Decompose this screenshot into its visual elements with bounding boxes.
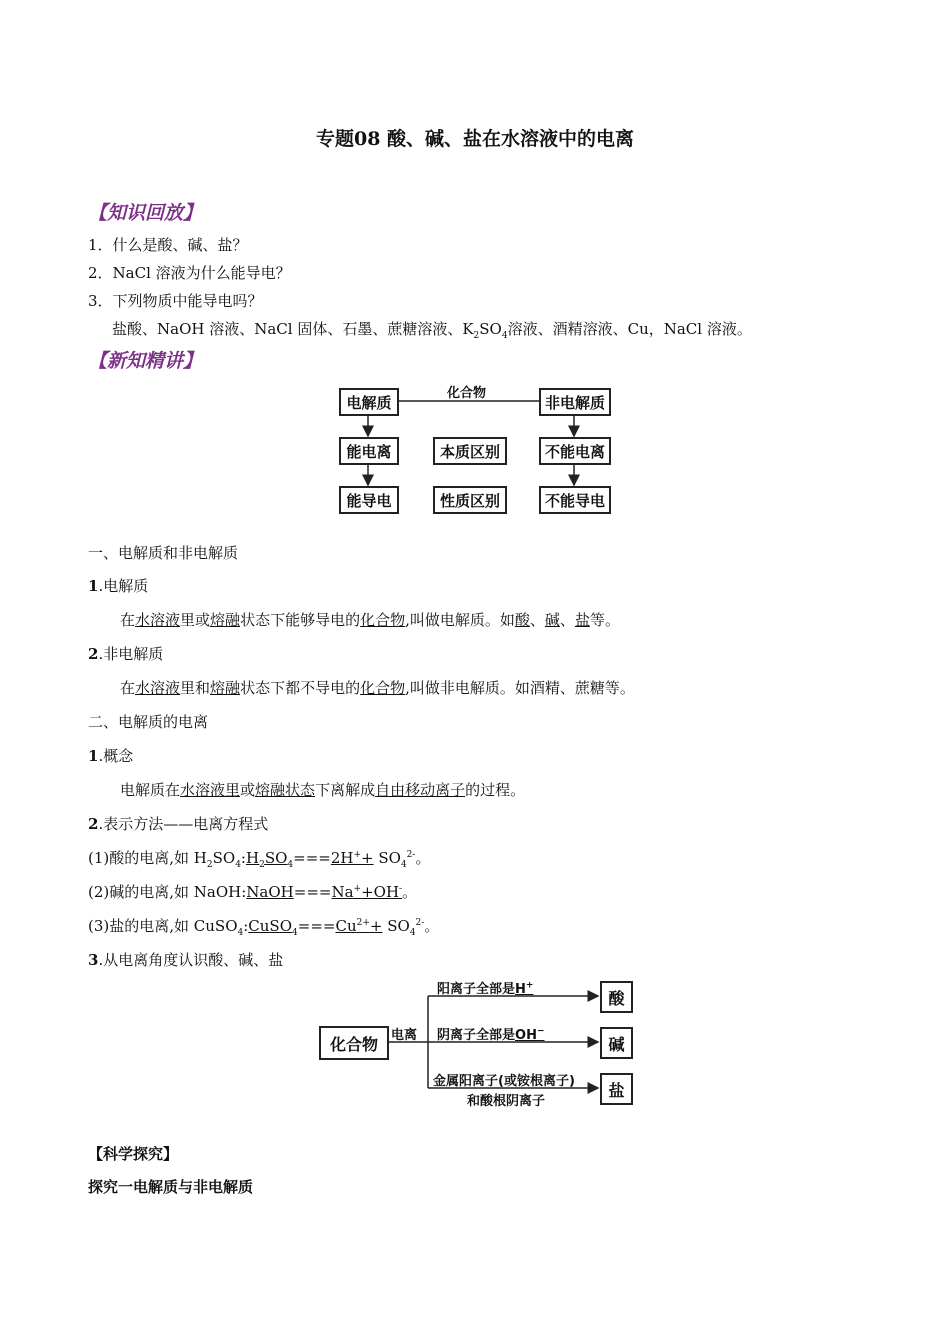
part2-heading: 二、电解质的电离 [88, 713, 209, 731]
can-conduct-box: 能导电 [339, 486, 399, 514]
compound-box: 化合物 [319, 1026, 389, 1060]
metal-cation-label: 金属阳离子(或铵根离子) [433, 1074, 575, 1089]
electrolyte-subheading: 1.电解质 [88, 577, 149, 595]
acid-box: 酸 [600, 981, 633, 1013]
part1-heading: 一、电解质和非电解质 [88, 544, 239, 562]
property-difference-box: 性质区别 [433, 486, 507, 514]
explore-heading: 【科学探究】 [88, 1145, 179, 1163]
acid-base-salt-subheading: 3.从电离角度认识酸、碱、盐 [88, 951, 284, 969]
review-question-1: 1．什么是酸、碱、盐？ [88, 236, 248, 254]
non-electrolyte-box: 非电解质 [539, 388, 611, 416]
cation-all-h-label: 阳离子全部是H+ [437, 980, 534, 997]
essential-difference-box: 本质区别 [433, 437, 507, 465]
non-electrolyte-subheading: 2.非电解质 [88, 645, 164, 663]
review-question-3-items: 盐酸、NaOH 溶液、NaCl 固体、石墨、蔗糖溶液、$K_2SO_4$溶液、酒精溶液、Cu，NaCl 溶液。 [112, 320, 752, 341]
ionize-label: 电离 [391, 1028, 418, 1043]
salt-box: 盐 [600, 1073, 633, 1105]
salt-ionization-equation: (3)盐的电离,如 $CuSO_4:CuSO_4===Cu^{2+}+ SO_4^{2-}$。 [88, 917, 440, 938]
explore-subheading: 探究一电解质与非电解质 [88, 1178, 254, 1196]
cannot-ionize-box: 不能电离 [539, 437, 611, 465]
non-electrolyte-definition: 在水溶液里和熔融状态下都不导电的化合物,叫做非电解质。如酒精、蔗糖等。 [120, 679, 635, 697]
acid-radical-anion-label: 和酸根阴离子 [467, 1094, 546, 1109]
review-question-2: 2．NaCl 溶液为什么能导电？ [88, 264, 291, 282]
page-title: 专题08 酸、碱、盐在水溶液中的电离 [315, 128, 635, 150]
review-question-3: 3．下列物质中能导电吗？ [88, 292, 263, 310]
ionization-definition: 电解质在水溶液里或熔融状态下离解成自由移动离子的过程。 [120, 781, 526, 799]
electrolyte-definition: 在水溶液里或熔融状态下能够导电的化合物,叫做电解质。如酸、碱、盐等。 [120, 611, 620, 629]
cannot-conduct-box: 不能导电 [539, 486, 611, 514]
representation-subheading: 2.表示方法——电离方程式 [88, 815, 269, 833]
can-ionize-box: 能电离 [339, 437, 399, 465]
base-ionization-equation: (2)碱的电离,如 NaOH:NaOH===Na++OH-。 [88, 883, 418, 901]
acid-ionization-equation: (1)酸的电离,如 $H_2SO_4:H_2SO_4===2H^++ SO_4^{2-}$。 [88, 849, 431, 870]
review-heading: 【知识回放】 [88, 202, 203, 224]
base-box: 碱 [600, 1027, 633, 1059]
electrolyte-box: 电解质 [339, 388, 399, 416]
concept-subheading: 1.概念 [88, 747, 134, 765]
compound-label: 化合物 [447, 386, 487, 401]
new-knowledge-heading: 【新知精讲】 [88, 350, 203, 372]
anion-all-oh-label: 阴离子全部是OH− [437, 1026, 545, 1043]
